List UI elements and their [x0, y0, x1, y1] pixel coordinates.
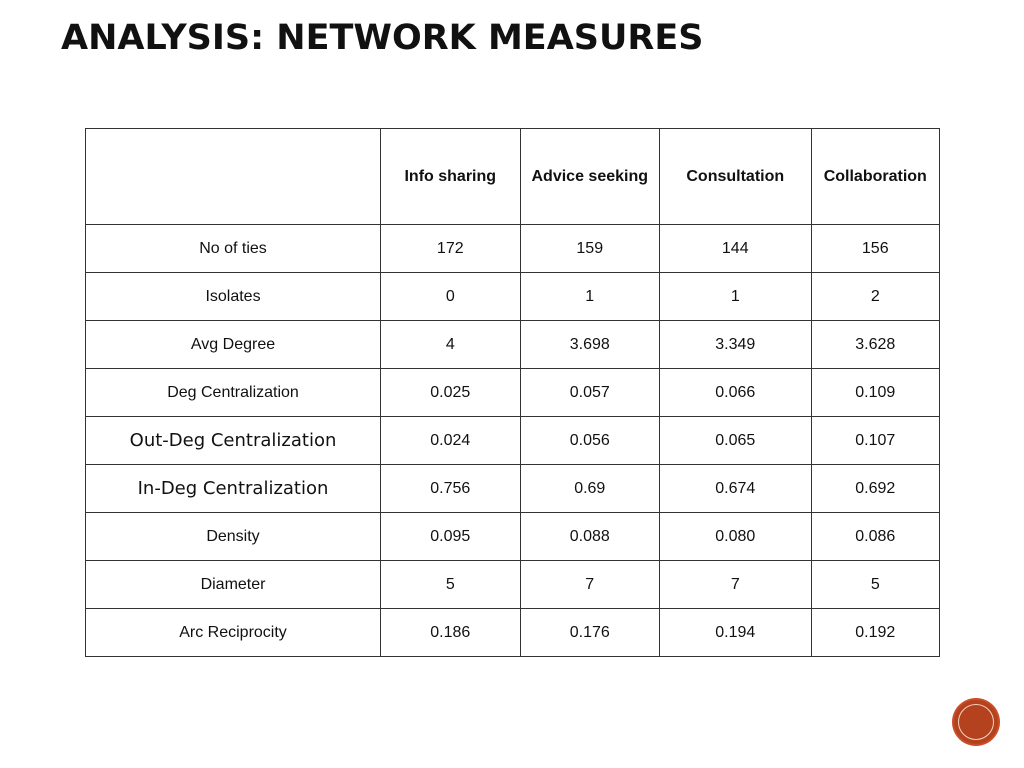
table-cell: 0.057 [520, 369, 659, 417]
table-cell: 0.192 [811, 609, 939, 657]
table-row [86, 465, 940, 513]
nav-badge-ring [958, 704, 994, 740]
table-cell: 144 [660, 225, 812, 273]
header-cell-consultation: Consultation [660, 129, 812, 225]
table-cell: 1 [520, 273, 659, 321]
table-cell: 159 [520, 225, 659, 273]
table-row [86, 369, 940, 417]
table-cell: 1 [660, 273, 812, 321]
row-label: Deg Centralization [86, 369, 381, 417]
table-cell: 156 [811, 225, 939, 273]
table-row [86, 225, 940, 273]
table-cell: 2 [811, 273, 939, 321]
network-measures-table [85, 128, 940, 657]
table-cell: 0.186 [381, 609, 520, 657]
table-cell: 0.025 [381, 369, 520, 417]
table-cell: 0.024 [381, 417, 520, 465]
header-cell-info-sharing: Info sharing [381, 129, 520, 225]
row-label: Out-Deg Centralization [86, 417, 381, 465]
table-cell: 0.056 [520, 417, 659, 465]
row-label: No of ties [86, 225, 381, 273]
table-row [86, 417, 940, 465]
table-cell: 0.674 [660, 465, 812, 513]
table-cell: 3.698 [520, 321, 659, 369]
slide-title: ANALYSIS: NETWORK MEASURES [61, 18, 704, 58]
row-label: Avg Degree [86, 321, 381, 369]
table-cell: 5 [381, 561, 520, 609]
table-cell: 7 [520, 561, 659, 609]
table-row [86, 513, 940, 561]
circle-nav-icon[interactable] [954, 700, 998, 744]
table-cell: 0.692 [811, 465, 939, 513]
table-row [86, 321, 940, 369]
table-cell: 4 [381, 321, 520, 369]
table-cell: 0.066 [660, 369, 812, 417]
table-cell: 0.080 [660, 513, 812, 561]
table-cell: 0.69 [520, 465, 659, 513]
row-label: Density [86, 513, 381, 561]
table-cell: 3.349 [660, 321, 812, 369]
table-row [86, 561, 940, 609]
table-cell: 3.628 [811, 321, 939, 369]
table-cell: 0.065 [660, 417, 812, 465]
row-label: Diameter [86, 561, 381, 609]
table-cell: 7 [660, 561, 812, 609]
table-cell: 0.194 [660, 609, 812, 657]
row-label: In-Deg Centralization [86, 465, 381, 513]
table-cell: 0.095 [381, 513, 520, 561]
header-cell-collaboration: Collaboration [811, 129, 939, 225]
table-cell: 5 [811, 561, 939, 609]
table-cell: 0.107 [811, 417, 939, 465]
table-cell: 0 [381, 273, 520, 321]
table-cell: 172 [381, 225, 520, 273]
table-cell: 0.756 [381, 465, 520, 513]
header-cell-advice-seeking: Advice seeking [520, 129, 659, 225]
table-cell: 0.109 [811, 369, 939, 417]
table-cell: 0.176 [520, 609, 659, 657]
row-label: Arc Reciprocity [86, 609, 381, 657]
table-row [86, 273, 940, 321]
row-label: Isolates [86, 273, 381, 321]
table-row [86, 609, 940, 657]
table-cell: 0.086 [811, 513, 939, 561]
table-header-row [86, 129, 940, 225]
header-cell-blank [86, 129, 381, 225]
table-cell: 0.088 [520, 513, 659, 561]
